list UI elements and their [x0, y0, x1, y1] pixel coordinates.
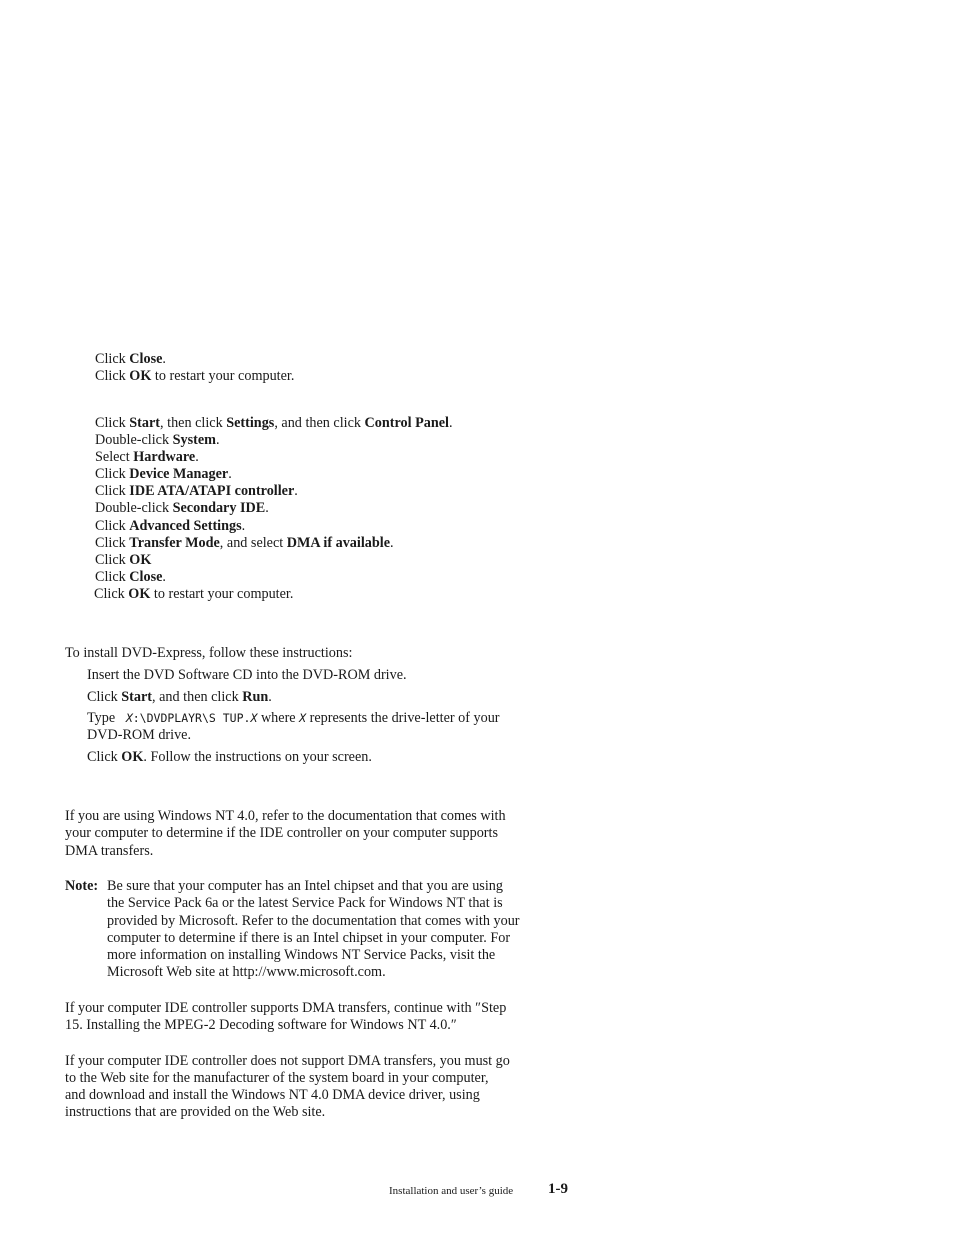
nt-para-1-line: If you are using Windows NT 4.0, refer to the documentation that comes with — [65, 808, 506, 824]
dma-step-7: Click Advanced Settings. — [95, 518, 246, 534]
step-click-ok-restart: Click OK to restart your computer. — [95, 368, 295, 384]
step-click-close: Click Close. — [95, 351, 166, 367]
nt-para-3-line: and download and install the Windows NT 4.0 DMA device driver, using — [65, 1087, 480, 1103]
nt-para-3-line: If your computer IDE controller does not support DMA transfers, you must go — [65, 1053, 510, 1069]
command-drive-var: X — [125, 711, 133, 725]
nt-para-3-line: to the Web site for the manufacturer of the system board in your computer, — [65, 1070, 489, 1086]
dma-step-3: Select Hardware. — [95, 449, 199, 465]
nt-para-2-line: If your computer IDE controller supports DMA transfers, continue with ″Step — [65, 1000, 507, 1016]
note-label: Note: — [65, 878, 99, 894]
page-number: 1-9 — [548, 1181, 568, 1197]
dma-step-1: Click Start, then click Settings, and then click Control Panel. — [95, 415, 453, 431]
dma-step-11: Click OK to restart your computer. — [94, 586, 294, 602]
note-line: provided by Microsoft. Refer to the documentation that comes with your — [107, 913, 520, 929]
note-line: computer to determine if there is an Intel chipset in your computer. For — [107, 930, 511, 946]
dma-step-4: Click Device Manager. — [95, 466, 232, 482]
install-step-3: Type X:\DVDPLAYR\S TUP.X where X represents the drive-letter of your — [87, 710, 500, 726]
nt-para-2-line: 15. Installing the MPEG-2 Decoding software for Windows NT 4.0.″ — [65, 1017, 457, 1033]
dma-step-2: Double-click System. — [95, 432, 220, 448]
nt-para-3-line: instructions that are provided on the Web site. — [65, 1104, 326, 1120]
footer-title: Installation and user’s guide — [389, 1185, 514, 1197]
install-step-2: Click Start, and then click Run. — [87, 689, 272, 705]
install-step-3-cont: DVD-ROM drive. — [87, 727, 192, 743]
install-step-1: Insert the DVD Software CD into the DVD-ROM drive. — [87, 667, 407, 683]
note-line: Be sure that your computer has an Intel chipset and that you are using — [107, 878, 503, 894]
install-step-4: Click OK. Follow the instructions on your screen. — [87, 749, 372, 765]
dma-step-9: Click OK — [95, 552, 152, 568]
command-ext-var: X — [250, 711, 258, 725]
install-intro: To install DVD-Express, follow these instructions: — [65, 645, 353, 661]
dma-step-8: Click Transfer Mode, and select DMA if available. — [95, 535, 394, 551]
dma-step-10: Click Close. — [95, 569, 166, 585]
note-line: the Service Pack 6a or the latest Service Pack for Windows NT that is — [107, 895, 503, 911]
note-line: Microsoft Web site at http://www.microsoft.com. — [107, 964, 386, 980]
note-line: more information on installing Windows NT Service Packs, visit the — [107, 947, 496, 963]
nt-para-1-line: your computer to determine if the IDE controller on your computer supports — [65, 825, 498, 841]
dma-step-6: Double-click Secondary IDE. — [95, 500, 269, 516]
dma-step-5: Click IDE ATA/ATAPI controller. — [95, 483, 298, 499]
command-path: :\DVDPLAYR\S TUP. — [132, 711, 251, 725]
nt-para-1-line: DMA transfers. — [65, 843, 154, 859]
